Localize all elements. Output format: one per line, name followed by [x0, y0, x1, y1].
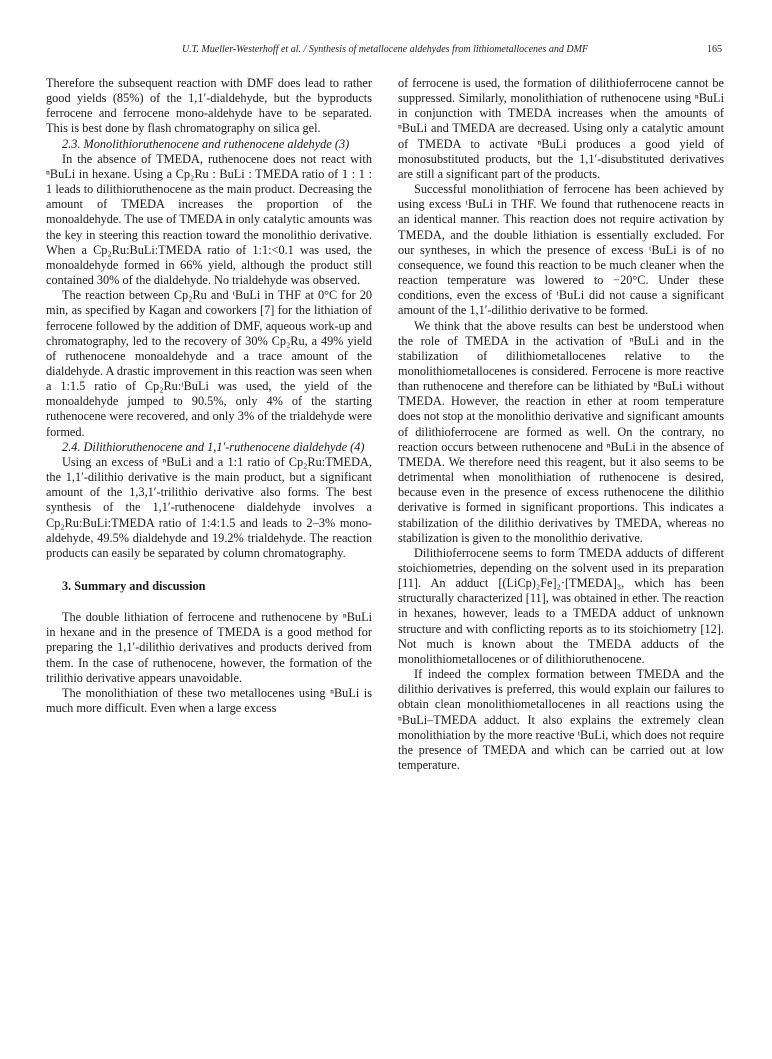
left-column — [46, 76, 372, 716]
paragraph: Dilithioferrocene seems to form TMEDA adducts of different stoichiometries, depending on the solvent used in its preparation [11]. An adduct [(LiCp)₂Fe]₂·[TMEDA]₃, which has been structurally characterized [11], was obtained in ether. The reaction in hexanes, however, leads to a TMEDA adduct of unknown structure and with conflicting reports as to its stoichiometry [12]. Not much is known about the TMEDA adducts of the monolithiometallocenes or of dilithioruthenocene. — [398, 545, 724, 666]
right-column — [398, 76, 724, 773]
section-heading-2-4: 2.4. Dilithioruthenocene and 1,1′-ruthenocene dialdehyde (4) — [62, 439, 365, 454]
paragraph: of ferrocene is used, the formation of dilithioferrocene cannot be suppressed. Similarly, monolithiation of ruthenocene using ⁿBuLi in conjunction with TMEDA increases when the amounts of ⁿBuLi and TMEDA are decreased. Using only a catalytic amount of TMEDA to activate ⁿBuLi produces a good yield of monosubstituted products, but the 1,1′-disubstituted derivatives are still a significant part of the products. — [398, 76, 724, 181]
section-heading-2-3: 2.3. Monolithioruthenocene and ruthenocene aldehyde (3) — [62, 136, 350, 151]
paragraph: If indeed the complex formation between TMEDA and the dilithio derivatives is preferred, this would explain our failures to obtain clean monolithiometallocenes in all reactions using the ⁿBuLi–TMEDA adduct. It also explains the extremely clean monolithiation by the more reactive ᵗBuLi, which does not require the presence of TMEDA and which can be carried out at low temperature. — [398, 667, 724, 773]
paragraph: We think that the above results can best be understood when the role of TMEDA in the activation of ⁿBuLi and in the stabilization of dilithiometallocenes relative to the monolithiometallocenes is considered. Ferrocene is more reactive than ruthenocene and therefore can be lithiated by ⁿBuLi without TMEDA. However, the reaction in ether at room temperature does not stop at the monolithio derivative and significant amounts of dilithioferrocene are formed as well. On the contrary, no reaction occurs between ruthenocene and ⁿBuLi in the absence of TMEDA. We therefore need this reagent, but it also seems to be detrimental when monolithiation of ruthenocene is desired, because even in the presence of excess ruthenocene the dilithio derivative is formed in significant proportions. This indicates a stabilization of the dilithio derivatives by TMEDA, whereas no stabilization is given to the monolithio derivative. — [398, 318, 724, 545]
section-heading-3: 3. Summary and discussion — [62, 579, 206, 593]
running-title: U.T. Mueller-Westerhoff et al. / Synthesis of metallocene aldehydes from lithiometallocenes and DMF — [181, 44, 589, 55]
running-header — [48, 44, 722, 55]
paragraph: The double lithiation of ferrocene and ruthenocene by ⁿBuLi in hexane and in the presence of TMEDA is a good method for preparing the 1,1′-dilithio derivatives and products derived from them. In the case of ruthenocene, however, the formation of the trilithio derivative appears unavoidable. — [46, 610, 372, 685]
paragraph: Therefore the subsequent reaction with DMF does lead to rather good yields (85%) of the 1,1′-dialdehyde, but the byproducts ferrocene and ferrocene mono-aldehyde have to be separated. This is best done by flash chromatography on silica gel. — [46, 76, 372, 136]
paragraph: Successful monolithiation of ferrocene has been achieved by using excess ᵗBuLi in THF. We found that ruthenocene reacts in an identical manner. This reaction does not require activation by TMEDA, and the double lithiation is essentially excluded. For our syntheses, in which the presence of excess ᵗBuLi is of no consequence, we found this reaction to be much cleaner when the reaction temperature was lowered to −20°C. Under these conditions, even the excess of ᵗBuLi did not cause a significant amount of the 1,1′-dilithio derivative to be formed. — [398, 182, 724, 318]
paragraph: The monolithiation of these two metallocenes using ⁿBuLi is much more difficult. Even when a large excess — [46, 685, 372, 716]
paragraph: Using an excess of ⁿBuLi and a 1:1 ratio of Cp₂Ru:TMEDA, the 1,1′-dilithio derivative is the main product, but a significant amount of the 1,3,1′-trilithio derivative also forms. The best synthesis of the 1,1′-ruthenocene dialdehyde involves a Cp₂Ru:BuLi:TMEDA ratio of 1:4:1.5 and leads to 2–3% mono-aldehyde, 49.5% dialdehyde and 19.2% trialdehyde. The reaction products can easily be separated by column chromatography. — [46, 454, 372, 560]
paragraph: The reaction between Cp₂Ru and ᵗBuLi in THF at 0°C for 20 min, as specified by Kagan and coworkers [7] for the lithiation of ferrocene followed by the addition of DMF, aqueous work-up and chromatography, led to the recovery of 30% Cp₂Ru, a 49% yield of ruthenocene monoaldehyde and a trace amount of the dialdehyde. A drastic improvement in this reaction was seen when a 1:1.5 ratio of Cp₂Ru:ᵗBuLi was used, the yield of the monoaldehyde jumped to 90.5%, only 4% of the starting ruthenocene were recovered, and only 3% of the trialdehyde were formed. — [46, 288, 372, 439]
page-number: 165 — [707, 44, 722, 55]
paragraph: In the absence of TMEDA, ruthenocene does not react with ⁿBuLi in hexane. Using a Cp₂Ru : BuLi : TMEDA ratio of 1 : 1 : 1 leads to dilithioruthenocene as the main product. Decreasing the amount of TMEDA increases the proportion of the monoaldehyde. The use of TMEDA in only catalytic amounts was the key in steering this reaction toward the monolithio derivative. When a Cp₂Ru:BuLi:TMEDA ratio of 1:1:<0.1 was used, the monoaldehyde formed in 66% yield, although the product still contained 30% of the dialdehyde. No trialdehyde was observed. — [46, 151, 372, 288]
